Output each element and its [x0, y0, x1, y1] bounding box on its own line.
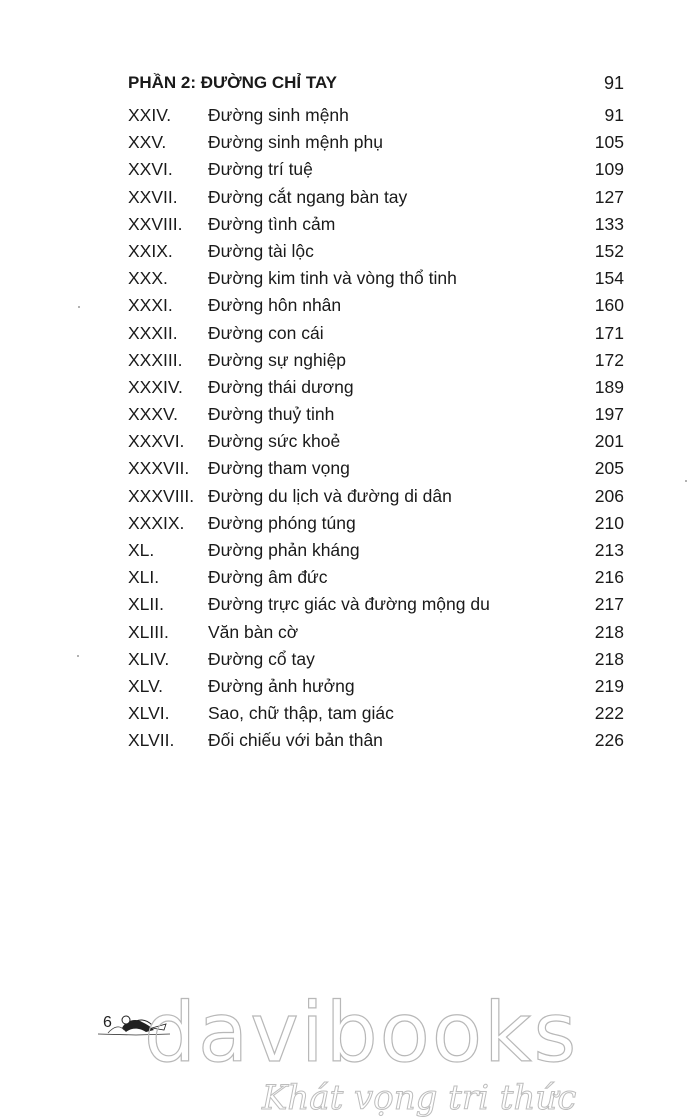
toc-entry-number: XXXII. [128, 322, 178, 343]
toc-entry-number: XXXIX. [128, 512, 185, 533]
toc-entry-number: XXVI. [128, 159, 173, 180]
toc-entry-page: 218 [594, 648, 624, 669]
toc-entry-number: XLII. [128, 594, 164, 615]
toc-entry-number: XL. [128, 540, 155, 560]
toc-entry-page: 206 [594, 485, 624, 506]
toc-entry-title: Đường cắt ngang bàn tay [208, 186, 408, 207]
toc-entry-page: 205 [594, 458, 624, 479]
toc-entry-page: 216 [594, 567, 624, 588]
section-page-number: 91 [603, 73, 624, 93]
toc-entry [128, 129, 624, 156]
toc-entry-page: 218 [594, 621, 624, 642]
toc-entry-title: Văn bàn cờ [208, 621, 299, 642]
toc-entry-title: Sao, chữ thập, tam giác [208, 703, 394, 724]
toc-entry-title: Đường thái dương [208, 376, 354, 397]
toc-entry-number: XLI. [128, 567, 160, 588]
toc-entry-page: 197 [594, 404, 624, 425]
toc-entry-page: 109 [594, 159, 624, 180]
toc-entry-title: Đường sinh mệnh phụ [208, 132, 383, 153]
toc-entry [128, 455, 624, 482]
toc-entry-page: 189 [594, 376, 624, 397]
toc-entry-number: XXV. [128, 132, 167, 153]
toc-list [128, 102, 624, 755]
toc-entry-number: XLIV. [128, 648, 170, 669]
toc-entry-number: XXXI. [128, 295, 173, 316]
toc-entry-title: Đường trí tuệ [208, 159, 313, 180]
toc-entry [128, 483, 624, 510]
toc-entry [128, 156, 624, 183]
toc-entry [128, 537, 624, 564]
toc-entry-page: 105 [594, 132, 624, 153]
toc-entry [128, 564, 624, 591]
scan-speck [78, 306, 80, 308]
toc-entry-number: XLIII. [128, 621, 169, 642]
toc-entry-title: Đối chiếu với bản thân [208, 730, 383, 751]
toc-entry-number: XXXIII. [128, 349, 183, 370]
toc-entry-title: Đường sinh mệnh [208, 105, 349, 125]
toc-entry-title: Đường hôn nhân [208, 295, 342, 316]
toc-entry-page: 172 [594, 349, 624, 370]
toc-entry-number: XXVII. [128, 186, 178, 207]
toc-entry-title: Đường âm đức [208, 567, 328, 588]
toc-entry-number: XXX. [128, 268, 168, 289]
toc-entry-title: Đường du lịch và đường di dân [208, 485, 452, 506]
toc-entry-page: 217 [594, 594, 624, 615]
toc-entry-number: XXXV. [128, 404, 178, 425]
toc-entry [128, 265, 624, 292]
toc-entry [128, 238, 624, 265]
toc-entry-number: XLV. [128, 675, 164, 696]
toc-entry-title: Đường kim tinh và vòng thổ tinh [208, 268, 457, 289]
toc-entry [128, 374, 624, 401]
toc-entry-title: Đường phản kháng [208, 540, 360, 560]
toc-entry-page: 160 [594, 295, 624, 316]
toc-entry [128, 102, 624, 129]
toc-entry [128, 673, 624, 700]
watermark-brand: davibooks [144, 986, 579, 1081]
scan-speck [685, 480, 687, 482]
toc-entry [128, 428, 624, 455]
toc-entry-page: 154 [594, 268, 624, 289]
toc-entry-title: Đường ảnh hưởng [208, 675, 355, 696]
toc-entry [128, 646, 624, 673]
toc-entry-page: 133 [594, 213, 624, 234]
toc-entry [128, 211, 624, 238]
toc-entry-page: 226 [594, 730, 624, 751]
toc-entry [128, 700, 624, 727]
toc-entry [128, 184, 624, 211]
toc-entry-page: 210 [594, 512, 624, 533]
watermark-tagline: Khát vọng tri thức [262, 1078, 577, 1118]
toc-entry [128, 510, 624, 537]
toc-entry-title: Đường trực giác và đường mộng du [208, 594, 490, 615]
toc-entry-number: XXXVI. [128, 431, 185, 452]
toc-section-heading [128, 70, 624, 96]
toc-entry [128, 619, 624, 646]
toc-entry-page: 127 [594, 186, 624, 207]
toc-entry-number: XXIV. [128, 105, 172, 125]
toc-entry-number: XLVI. [128, 703, 170, 724]
toc-entry-title: Đường phóng túng [208, 512, 356, 533]
toc-entry-number: XXIX. [128, 240, 173, 261]
toc-entry-number: XXVIII. [128, 213, 183, 234]
toc-entry-page: 213 [594, 540, 624, 560]
toc-entry-number: XXXVII. [128, 458, 190, 479]
toc-entry-page: 201 [594, 431, 624, 452]
toc-entry-title: Đường sự nghiệp [208, 349, 347, 370]
toc-entry [128, 320, 624, 347]
toc-entry [128, 591, 624, 618]
toc-entry-page: 91 [604, 105, 624, 125]
toc-entry [128, 727, 624, 754]
toc-entry-title: Đường thuỷ tinh [208, 404, 335, 425]
scan-speck [77, 655, 79, 657]
toc-entry-title: Đường sức khoẻ [208, 431, 341, 452]
toc-entry-page: 171 [594, 322, 624, 343]
footer-page-number: 6 [103, 1014, 112, 1031]
toc-entry-title: Đường tình cảm [208, 213, 336, 234]
toc-entry-title: Đường con cái [208, 322, 324, 343]
toc-entry-page: 152 [594, 240, 624, 261]
toc-entry-title: Đường cổ tay [208, 648, 315, 669]
toc-entry-title: Đường tham vọng [208, 458, 350, 479]
section-title: PHẦN 2: ĐƯỜNG CHỈ TAY [128, 73, 338, 92]
toc-entry [128, 347, 624, 374]
toc-entry-number: XXXVIII. [128, 485, 195, 506]
toc-entry [128, 401, 624, 428]
toc-entry-number: XXXIV. [128, 376, 183, 397]
toc-entry [128, 292, 624, 319]
toc-entry-title: Đường tài lộc [208, 240, 314, 261]
toc-entry-page: 219 [594, 675, 624, 696]
toc-entry-page: 222 [594, 703, 624, 724]
toc-entry-number: XLVII. [128, 730, 175, 751]
